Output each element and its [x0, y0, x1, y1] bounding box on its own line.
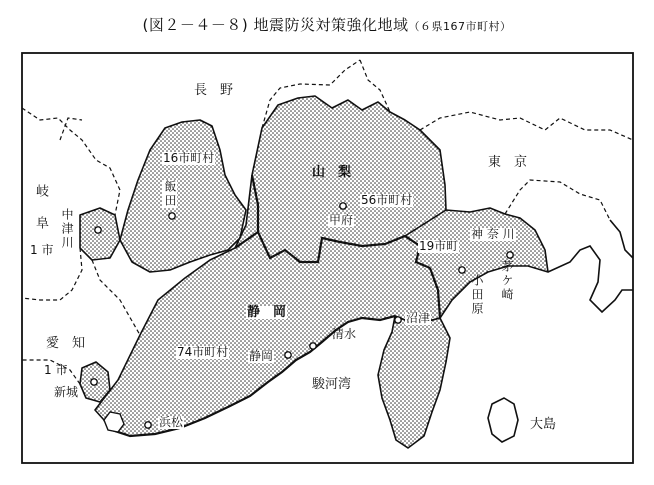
marker-nakatsugawa	[95, 227, 101, 233]
label-tokyo: 東 京	[488, 155, 528, 170]
label-aichi: 愛 知	[46, 336, 86, 351]
label-numazu: 沼津	[406, 311, 431, 325]
label-iida: 飯田	[163, 180, 177, 208]
shaded-south-nagano	[120, 120, 246, 272]
label-kofu: 甲府	[329, 213, 354, 227]
label-shimizu: 清水	[332, 327, 357, 341]
marker-odawara	[459, 267, 465, 273]
label-shizuoka: 静 岡	[247, 305, 287, 320]
marker-shimizu	[310, 343, 316, 349]
label-chigasaki: 茅ケ崎	[500, 260, 514, 302]
marker-shinshiro	[91, 379, 97, 385]
oshima-island	[488, 398, 518, 442]
boso-coast	[610, 220, 633, 258]
count-kanagawa: 19市町	[419, 239, 459, 253]
figure-number: (図２－４－８)	[142, 16, 249, 34]
marker-shizuoka-city	[285, 352, 291, 358]
marker-iida	[169, 213, 175, 219]
label-shinshiro: 新城	[54, 385, 79, 399]
label-nakatsugawa: 中津川	[60, 208, 74, 250]
marker-kofu	[340, 203, 346, 209]
label-gifu: 岐 阜	[33, 184, 48, 231]
label-kanagawa: 神 奈 川	[471, 227, 515, 241]
count-aichi: 1 市	[44, 363, 68, 377]
marker-numazu	[395, 317, 401, 323]
marker-chigasaki	[507, 252, 513, 258]
count-gifu: 1 市	[30, 243, 54, 257]
lake-hamana	[104, 412, 124, 432]
label-nagano: 長 野	[194, 83, 234, 98]
figure-title: 地震防災対策強化地域	[253, 16, 409, 34]
label-yamanashi: 山 梨	[312, 165, 352, 180]
shaded-izu-peninsula	[378, 316, 450, 448]
label-hamamatsu: 浜松	[159, 415, 184, 429]
marker-hamamatsu	[145, 422, 151, 428]
count-yamanashi: 56市町村	[361, 193, 413, 207]
count-shizuoka: 74市町村	[177, 345, 229, 359]
label-oshima: 大島	[530, 417, 557, 432]
figure-note: （６県167市町村）	[408, 20, 512, 33]
label-suruga-bay: 駿河湾	[312, 377, 352, 392]
shaded-nakatsugawa	[80, 208, 120, 260]
label-shizuoka-city: 静岡	[249, 349, 274, 363]
tokyo-bay-coast	[548, 246, 633, 312]
count-nagano: 16市町村	[163, 151, 215, 165]
label-odawara: 小田原	[470, 274, 484, 316]
